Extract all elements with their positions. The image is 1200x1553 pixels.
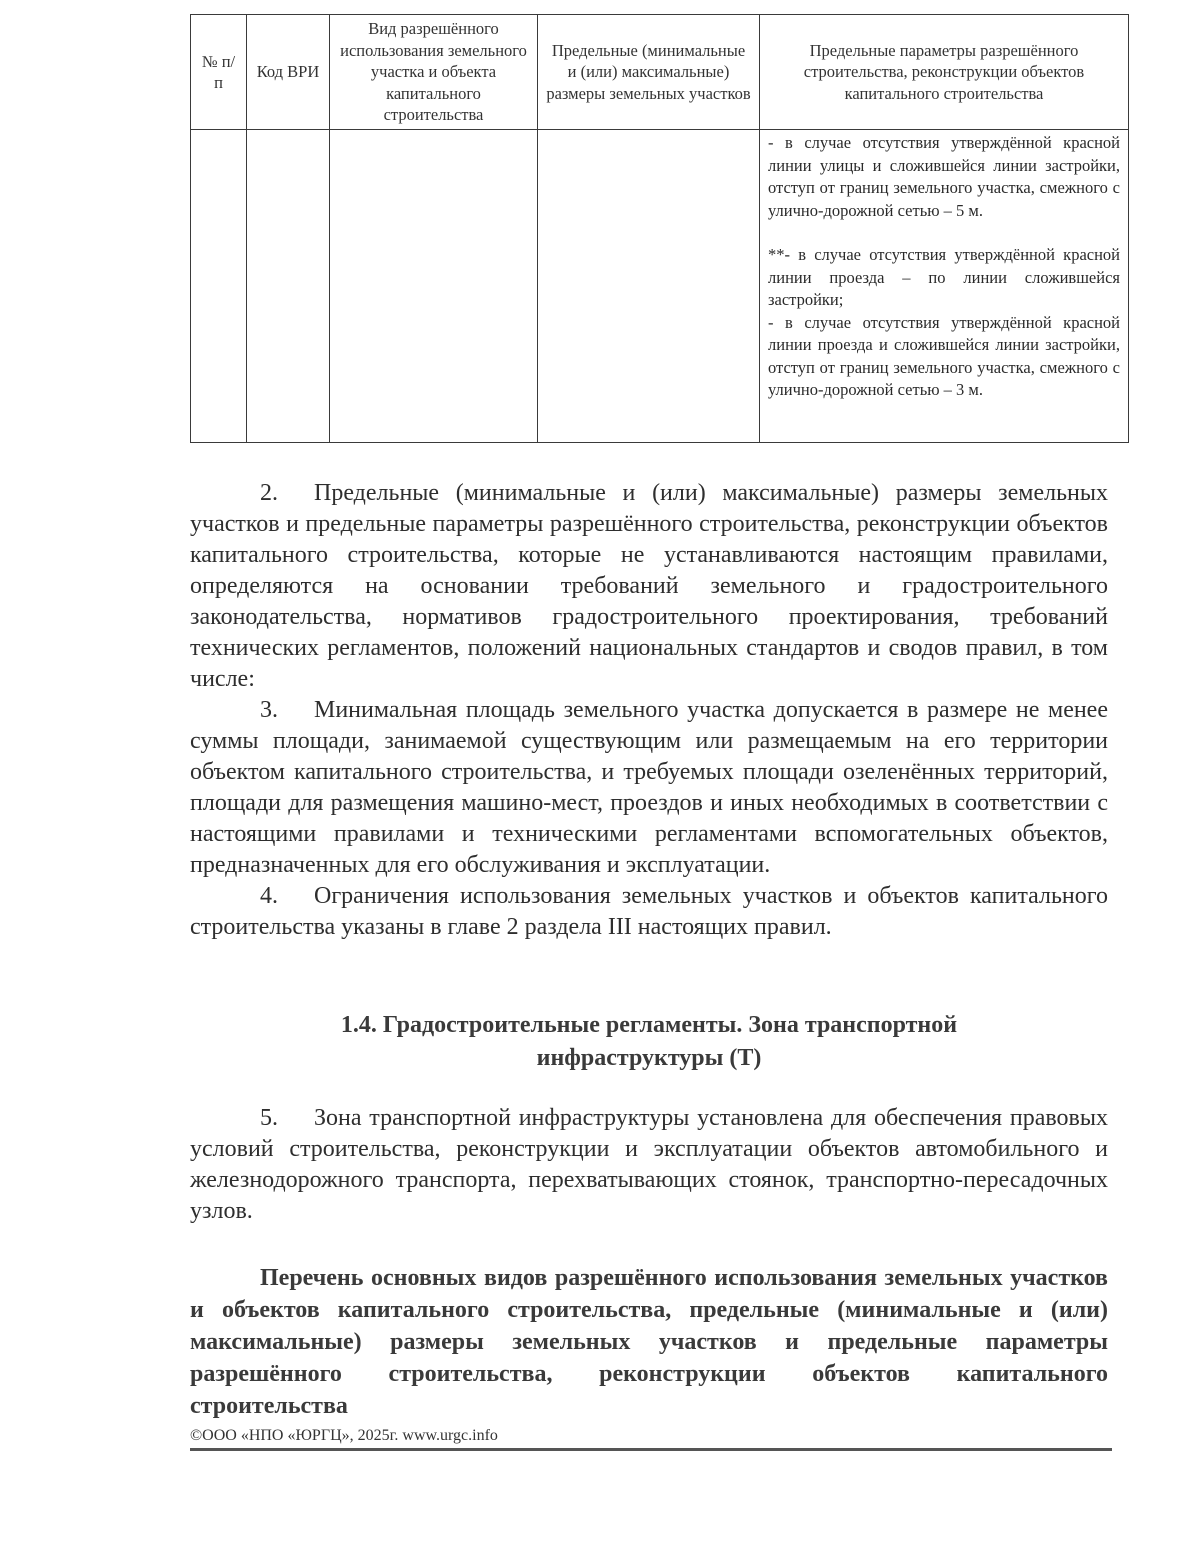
paragraph-item: [190, 1103, 1108, 1227]
item-number: 2.: [260, 480, 278, 506]
cell-plot-sizes: [538, 130, 760, 443]
item-number: 3.: [260, 697, 278, 723]
item-number: 4.: [260, 883, 278, 909]
header-number: № п/п: [191, 15, 247, 130]
heading-line: инфраструктуры (Т): [536, 1045, 762, 1071]
body-section-2: [190, 1103, 1108, 1227]
paragraph-item: [190, 695, 1108, 881]
param-paragraph: - в случае отсутствия утверждённой красной линии проезда и сложившейся линии застройки, отступ от границ земельного участка, смежного с улично-дорожной сетью – 3 м.: [768, 312, 1120, 399]
table-row: [191, 130, 1129, 443]
item-text: Минимальная площадь земельного участка допускается в размере не менее суммы площади, занимаемой существующим или размещаемым на его территории объектом капитального строительства, и требуемых площади озеленённых территорий, площади для размещения машино-мест, проездов и иных необходимых в соответствии с настоящими правилами и техническими регламентами вспомогательных объектов, предназначенных для его обслуживания и эксплуатации.: [190, 697, 1108, 878]
header-use-type: Вид разрешённого использования земельного участка и объекта капитального строительства: [330, 15, 538, 130]
cell-use-type: [330, 130, 538, 443]
table-header-row: [191, 15, 1129, 130]
param-paragraph: - в случае отсутствия утверждённой красной линии улицы и сложившейся линии застройки, отступ от границ земельного участка, смежного с улично-дорожной сетью – 5 м.: [768, 133, 1120, 220]
list-title: Перечень основных видов разрешённого использования земельных участков и объектов капитального строительства, предельные (минимальные и (или) максимальные) размеры земельных участков и предельные параметры разрешённого строительства, реконструкции объектов капитального строительства: [190, 1265, 1108, 1419]
param-paragraph: **- в случае отсутствия утверждённой красной линии проезда – по линии сложившейся застройки;: [768, 245, 1120, 309]
page-footer: ©ООО «НПО «ЮРГЦ», 2025г. www.urgc.info: [190, 1427, 1112, 1451]
paragraph-item: [190, 478, 1108, 695]
cell-number: [191, 130, 247, 443]
header-build-params: Предельные параметры разрешённого строительства, реконструкции объектов капитального строительства: [760, 15, 1129, 130]
heading-line: 1.4. Градостроительные регламенты. Зона транспортной: [340, 1012, 958, 1038]
regulations-table: [190, 14, 1129, 443]
body-section-1: [190, 478, 1108, 943]
item-text: Ограничения использования земельных участков и объектов капитального строительства указаны в главе 2 раздела III настоящих правил.: [190, 883, 1108, 940]
section-heading: [190, 1009, 1108, 1075]
paragraph-item: [190, 881, 1108, 943]
item-text: Предельные (минимальные и (или) максимальные) размеры земельных участков и предельные параметры разрешённого строительства, реконструкции объектов капитального строительства, которые не устанавливаются настоящим правилами, определяются на основании требований земельного и градостроительного законодательства, нормативов градостроительного проектирования, требований технических регламентов, положений национальных стандартов и сводов правил, в том числе:: [190, 480, 1108, 692]
item-text: Зона транспортной инфраструктуры установлена для обеспечения правовых условий строительства, реконструкции и эксплуатации объектов автомобильного и железнодорожного транспорта, перехватывающих стоянок, транспортно-пересадочных узлов.: [190, 1105, 1108, 1224]
item-number: 5.: [260, 1105, 278, 1131]
header-code: Код ВРИ: [247, 15, 330, 130]
cell-build-params: [760, 130, 1129, 443]
header-plot-sizes: Предельные (минимальные и (или) максимальные) размеры земельных участков: [538, 15, 760, 130]
cell-code: [247, 130, 330, 443]
